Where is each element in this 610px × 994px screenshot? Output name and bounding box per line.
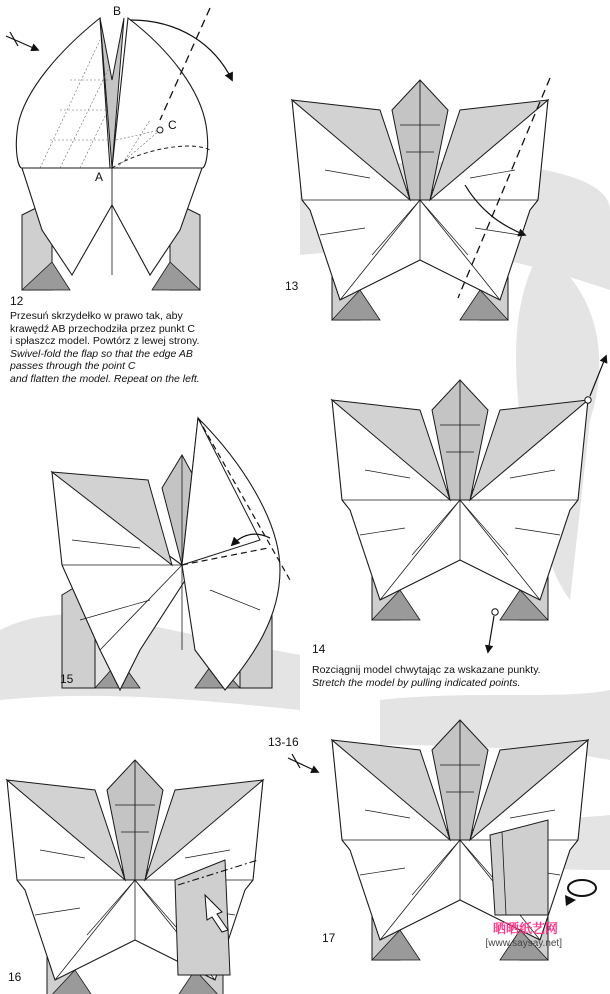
- watermark-logo: 晒晒纸艺网: [492, 922, 558, 937]
- caption-line: krawędź AB przechodziła przez punkt C: [10, 322, 196, 335]
- caption-line: Swivel-fold the flap so that the edge AB: [10, 347, 193, 360]
- rotate-arrow-icon: [565, 880, 596, 906]
- caption-line: Stretch the model by pulling indicated points.: [312, 676, 521, 689]
- point-label-b: B: [113, 4, 122, 18]
- caption-line: passes through the point C: [10, 360, 136, 372]
- step-12-model: [16, 18, 210, 290]
- point-label-a: A: [95, 170, 104, 184]
- step-number-15: 15: [60, 672, 74, 686]
- caption-line: Rozciągnij model chwytając za wskazane punkty.: [312, 664, 541, 676]
- step-number-14: 14: [312, 642, 326, 656]
- caption-line: and flatten the model. Repeat on the left.: [10, 372, 200, 385]
- step-13-model: [292, 80, 548, 320]
- repeat-range-label: 13-16: [268, 735, 299, 749]
- repeat-behind-icon: [288, 754, 318, 772]
- caption-line: Przesuń skrzydełko w prawo tak, aby: [10, 310, 183, 322]
- step-12-caption: [10, 310, 200, 385]
- step-number-12: 12: [10, 294, 24, 308]
- pull-arrow-icon: [488, 616, 494, 652]
- point-label-c: C: [168, 118, 177, 132]
- step-14-caption: [312, 664, 541, 689]
- repeat-behind-icon: [6, 32, 38, 50]
- watermark-url: [www.saysay.net]: [485, 938, 562, 949]
- step-number-16: 16: [8, 970, 22, 984]
- caption-line: i spłaszcz model. Powtórz z lewej strony.: [10, 335, 200, 347]
- step-number-17: 17: [322, 931, 336, 945]
- step-14-model: [332, 380, 588, 620]
- step-number-13: 13: [285, 279, 299, 293]
- step-16-model: [7, 760, 263, 994]
